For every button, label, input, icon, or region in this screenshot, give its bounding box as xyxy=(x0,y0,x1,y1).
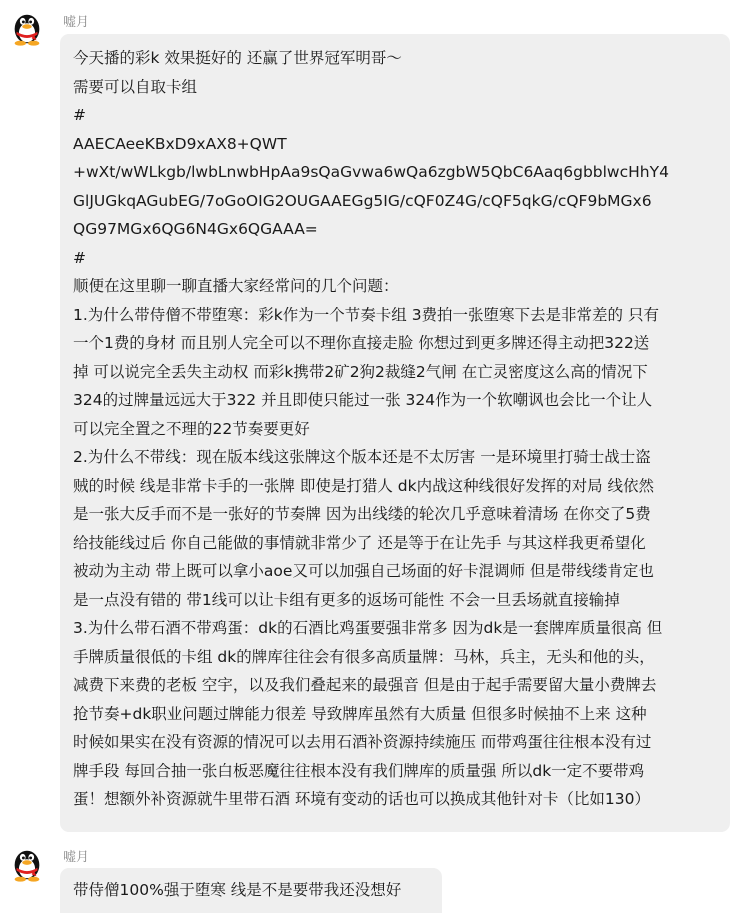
qq-penguin-avatar-icon[interactable] xyxy=(8,9,46,47)
message-line: 需要可以自取卡组 xyxy=(73,77,198,96)
message-line: 时候如果实在没有资源的情况可以去用石酒补资源持续施压 而带鸡蛋往往根本没有过 xyxy=(73,733,652,751)
message-bubble[interactable] xyxy=(60,868,442,913)
message-line: 1.为什么带侍僧不带堕寒：彩k作为一个节奏卡组 3费拍一张堕寒下去是非常差的 只有 xyxy=(73,305,659,324)
message-line: 3.为什么带石酒不带鸡蛋：dk的石酒比鸡蛋要强非常多 因为dk是一套牌库质量很高 但 xyxy=(73,619,663,637)
message-line: 带侍僧100%强于堕寒 线是不是要带我还没想好 xyxy=(73,881,402,899)
message-line: 是一点没有错的 带1线可以让卡组有更多的返场可能性 不会一旦丢场就直接输掉 xyxy=(73,590,620,609)
message-line: 可以完全置之不理的22节奏要更好 xyxy=(73,419,310,438)
message-line: 牌手段 每回合抽一张白板恶魔往往根本没有我们牌库的质量强 所以dk一定不要带鸡 xyxy=(73,761,645,780)
sender-name[interactable]: 嘘月 xyxy=(63,850,90,865)
message-line: 给技能线过后 你自己能做的事情就非常少了 还是等于在让先手 与其这样我更希望化 xyxy=(73,533,646,552)
message-line: 贼的时候 线是非常卡手的一张牌 即使是打猎人 dk内战这种线很好发挥的对局 线依然 xyxy=(73,476,655,495)
message-line: +wXt/wWLkgb/lwbLnwbHpAa9sQaGvwa6wQa6zgbW5QbC6Aaq6gbblwcHhY4 xyxy=(73,163,669,181)
message-line: 顺便在这里聊一聊直播大家经常问的几个问题： xyxy=(73,277,399,295)
message-line: 掉 可以说完全丢失主动权 而彩k携带2矿2狗2裁缝2气闸 在亡灵密度这么高的情况下 xyxy=(73,362,648,381)
message-line: 手牌质量很低的卡组 dk的牌库往往会有很多高质量牌：马林，兵主，无头和他的头， xyxy=(73,647,655,666)
message-line: 一个1费的身材 而且别人完全可以不理你直接走脸 你想过到更多牌还得主动把322送 xyxy=(73,334,650,352)
message-line: AAECAeeKBxD9xAX8+QWT xyxy=(73,134,287,153)
message-line: 今天播的彩k 效果挺好的 还赢了世界冠军明哥～ xyxy=(73,49,402,67)
message-line: # xyxy=(73,248,86,267)
message-line: 减费下来费的老板 空宇，以及我们叠起来的最强音 但是由于起手需要留大量小费牌去 xyxy=(73,676,657,694)
message-line: 是一张大反手而不是一张好的节奏牌 因为出线缕的轮次几乎意味着清场 在你交了5费 xyxy=(73,505,651,523)
message-line: # xyxy=(73,106,86,124)
message-line: 抢节奏+dk职业问题过牌能力很差 导致牌库虽然有大质量 但很多时候抽不上来 这种 xyxy=(73,704,647,723)
message-line: QG97MGx6QG6N4Gx6QGAAA= xyxy=(73,220,318,238)
message-line: 324的过牌量远远大于322 并且即使只能过一张 324作为一个软嘲讽也会比一个让人 xyxy=(73,391,653,409)
qq-penguin-avatar-icon[interactable] xyxy=(8,845,46,883)
sender-name[interactable]: 嘘月 xyxy=(63,15,90,30)
message-line: 蛋！想额外补资源就牛里带石酒 环境有变动的话也可以换成其他针对卡（比如130） xyxy=(73,790,651,808)
message-line: GlJUGkqAGubEG/7oGoOIG2OUGAAEGg5IG/cQF0Z4G/cQF5qkG/cQF9bMGx6 xyxy=(73,191,652,210)
message-bubble[interactable] xyxy=(60,34,730,832)
message-line: 被动为主动 带上既可以拿小aoe又可以加强自己场面的好卡混调师 但是带线缕肯定也 xyxy=(73,562,654,580)
message-line: 2.为什么不带线：现在版本线这张牌这个版本还是不太厉害 一是环境里打骑士战士盗 xyxy=(73,448,651,466)
